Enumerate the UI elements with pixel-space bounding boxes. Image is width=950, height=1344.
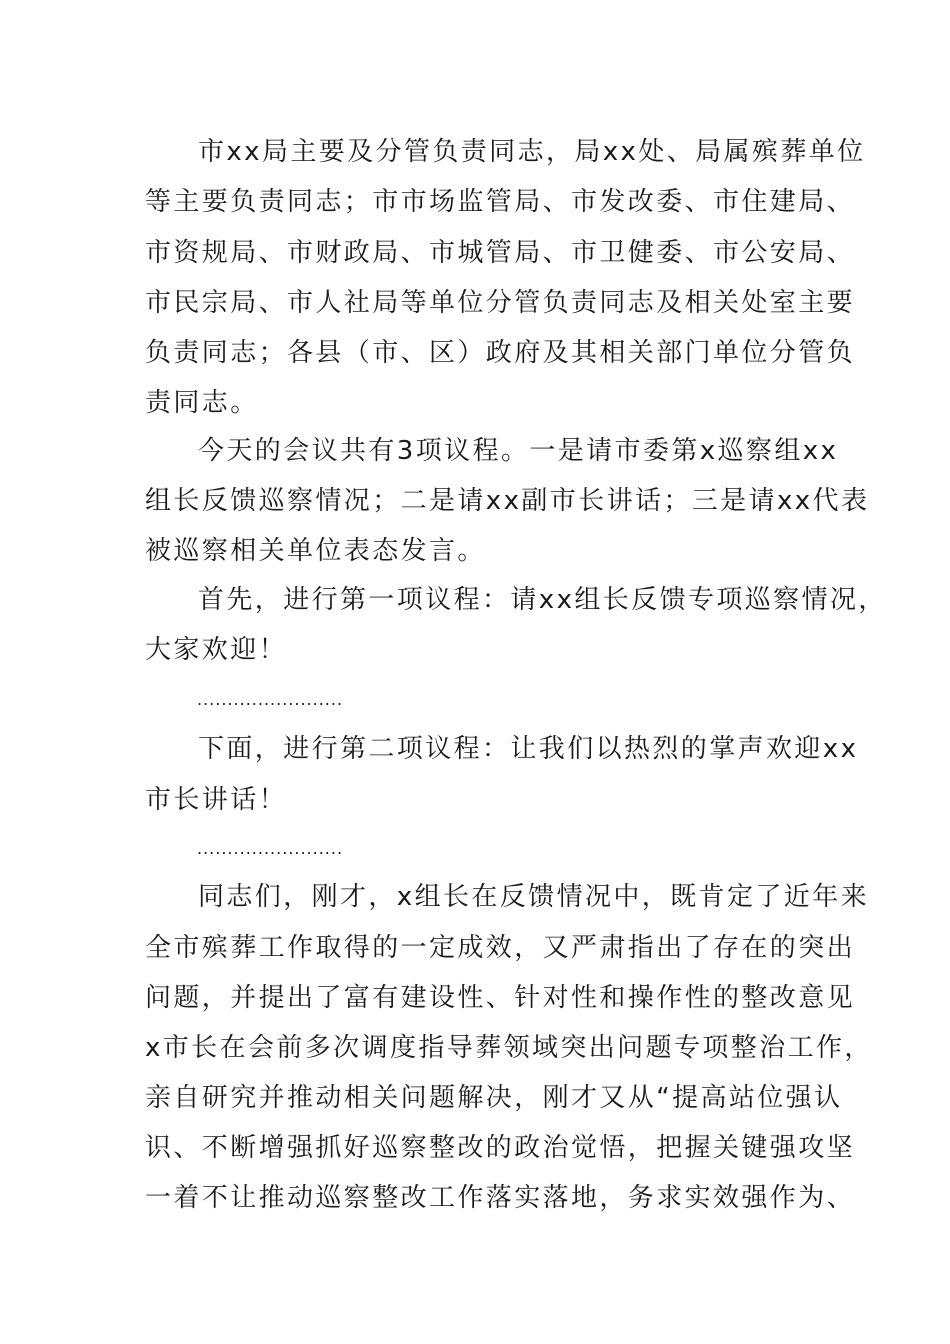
paragraph-line: 市长讲话！ — [145, 785, 288, 815]
ellipsis-separator: ........................ — [197, 839, 344, 858]
paragraph-line: 同志们，刚才，x组长在反馈情况中，既肯定了近年来 — [198, 882, 869, 912]
paragraph-line: 识、不断增强抓好巡察整改的政治觉悟，把握关键强攻坚 — [145, 1133, 856, 1163]
paragraph-line: 下面，进行第二项议程：让我们以热烈的掌声欢迎xx — [198, 734, 859, 764]
paragraph-line: 市xx局主要及分管负责同志，局xx处、局属殡葬单位 — [198, 137, 866, 167]
paragraph-line: 负责同志；各县（市、区）政府及其相关部门单位分管负 — [145, 338, 856, 368]
paragraph-line: x市长在会前多次调度指导葬领域突出问题专项整治工作， — [145, 1033, 873, 1063]
paragraph-line: 一着不让推动巡察整改工作落实落地，务求实效强作为、 — [145, 1183, 856, 1213]
paragraph-line: 等主要负责同志；市市场监管局、市发改委、市住建局、 — [145, 187, 856, 217]
paragraph-line: 组长反馈巡察情况；二是请xx副市长讲话；三是请xx代表 — [145, 486, 870, 516]
paragraph-line: 被巡察相关单位表态发言。 — [145, 536, 486, 566]
paragraph-line: 大家欢迎！ — [145, 635, 288, 665]
paragraph-line: 首先，进行第一项议程：请xx组长反馈专项巡察情况， — [198, 585, 887, 615]
paragraph-line: 亲自研究并推动相关问题解决，刚才又从“提高站位强认 — [145, 1083, 843, 1113]
paragraph-line: 责同志。 — [145, 388, 259, 418]
paragraph-line: 市民宗局、市人社局等单位分管负责同志及相关处室主要 — [145, 288, 856, 318]
ellipsis-separator: ........................ — [197, 690, 344, 709]
paragraph-line: 问题，并提出了富有建设性、针对性和操作性的整改意见 — [145, 983, 856, 1013]
paragraph-line: 今天的会议共有3项议程。一是请市委第x巡察组xx — [198, 436, 839, 466]
paragraph-line: 市资规局、市财政局、市城管局、市卫健委、市公安局、 — [145, 238, 856, 268]
paragraph-line: 全市殡葬工作取得的一定成效，又严肃指出了存在的突出 — [145, 933, 856, 963]
